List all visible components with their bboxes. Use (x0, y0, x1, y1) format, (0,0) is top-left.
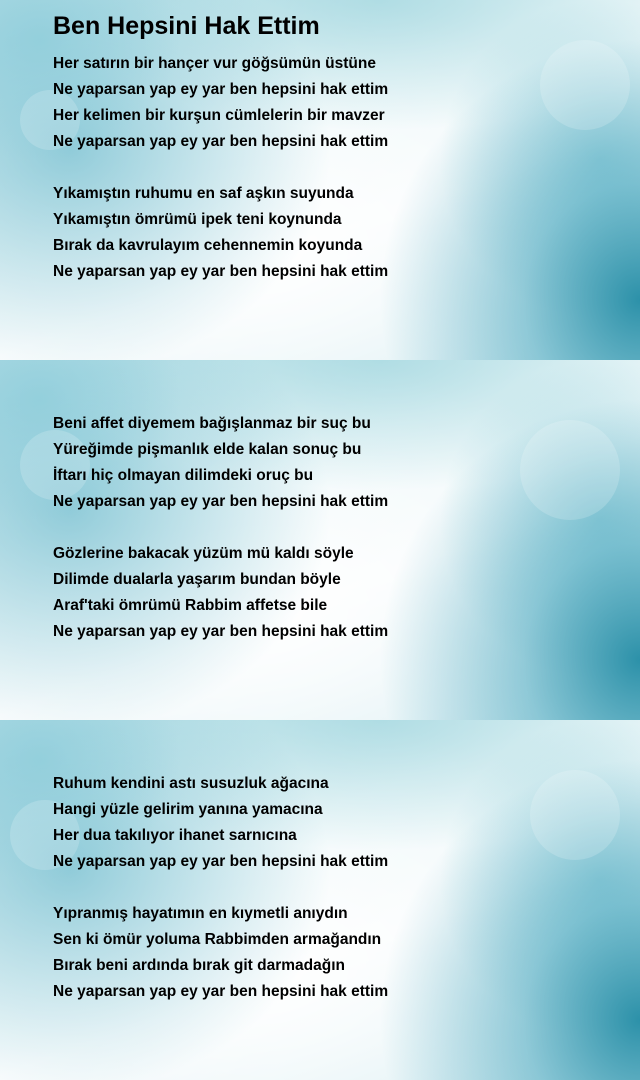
poem-line: Yüreğimde pişmanlık elde kalan sonuç bu (53, 441, 362, 458)
stanza-6 (53, 901, 388, 1005)
poem-line: Bırak da kavrulayım cehennemin koyunda (53, 237, 363, 254)
poem-title: Ben Hepsini Hak Ettim (53, 12, 320, 40)
stanza-4 (53, 541, 388, 645)
stanza-1 (53, 51, 388, 155)
poem-card-1 (0, 0, 640, 360)
stanza-5 (53, 771, 388, 875)
poem-line: Her satırın bir hançer vur göğsümün üstüne (53, 55, 376, 72)
bokeh-decoration (530, 770, 620, 860)
poem-line: Yıpranmış hayatımın en kıymetli anıydın (53, 905, 348, 922)
poem-line: Ne yaparsan yap ey yar ben hepsini hak ettim (53, 493, 389, 510)
stanza-3 (53, 411, 388, 515)
poem-line: Dilimde dualarla yaşarım bundan böyle (53, 571, 341, 588)
poem-line: Ne yaparsan yap ey yar ben hepsini hak ettim (53, 623, 389, 640)
stanza-2 (53, 181, 388, 285)
bokeh-decoration (540, 40, 630, 130)
poem-line: Ne yaparsan yap ey yar ben hepsini hak ettim (53, 133, 389, 150)
poem-line: Her dua takılıyor ihanet sarnıcına (53, 827, 297, 844)
poem-line: Ne yaparsan yap ey yar ben hepsini hak ettim (53, 263, 389, 280)
poem-line: Her kelimen bir kurşun cümlelerin bir mavzer (53, 107, 385, 124)
poem-line: İftarı hiç olmayan dilimdeki oruç bu (53, 467, 314, 484)
poem-line: Gözlerine bakacak yüzüm mü kaldı söyle (53, 545, 354, 562)
poem-line: Bırak beni ardında bırak git darmadağın (53, 957, 345, 974)
poem-line: Ne yaparsan yap ey yar ben hepsini hak ettim (53, 853, 389, 870)
poem-line: Beni affet diyemem bağışlanmaz bir suç bu (53, 415, 371, 432)
poem-line: Hangi yüzle gelirim yanına yamacına (53, 801, 323, 818)
poem-line: Araf'taki ömrümü Rabbim affetse bile (53, 597, 328, 614)
poem-line: Yıkamıştın ruhumu en saf aşkın suyunda (53, 185, 354, 202)
poem-card-2 (0, 360, 640, 720)
poem-line: Sen ki ömür yoluma Rabbimden armağandın (53, 931, 382, 948)
poem-line: Ne yaparsan yap ey yar ben hepsini hak ettim (53, 81, 389, 98)
bokeh-decoration (520, 420, 620, 520)
poem-card-3 (0, 720, 640, 1080)
poem-line: Ruhum kendini astı susuzluk ağacına (53, 775, 329, 792)
poem-line: Ne yaparsan yap ey yar ben hepsini hak ettim (53, 983, 389, 1000)
poem-line: Yıkamıştın ömrümü ipek teni koynunda (53, 211, 342, 228)
